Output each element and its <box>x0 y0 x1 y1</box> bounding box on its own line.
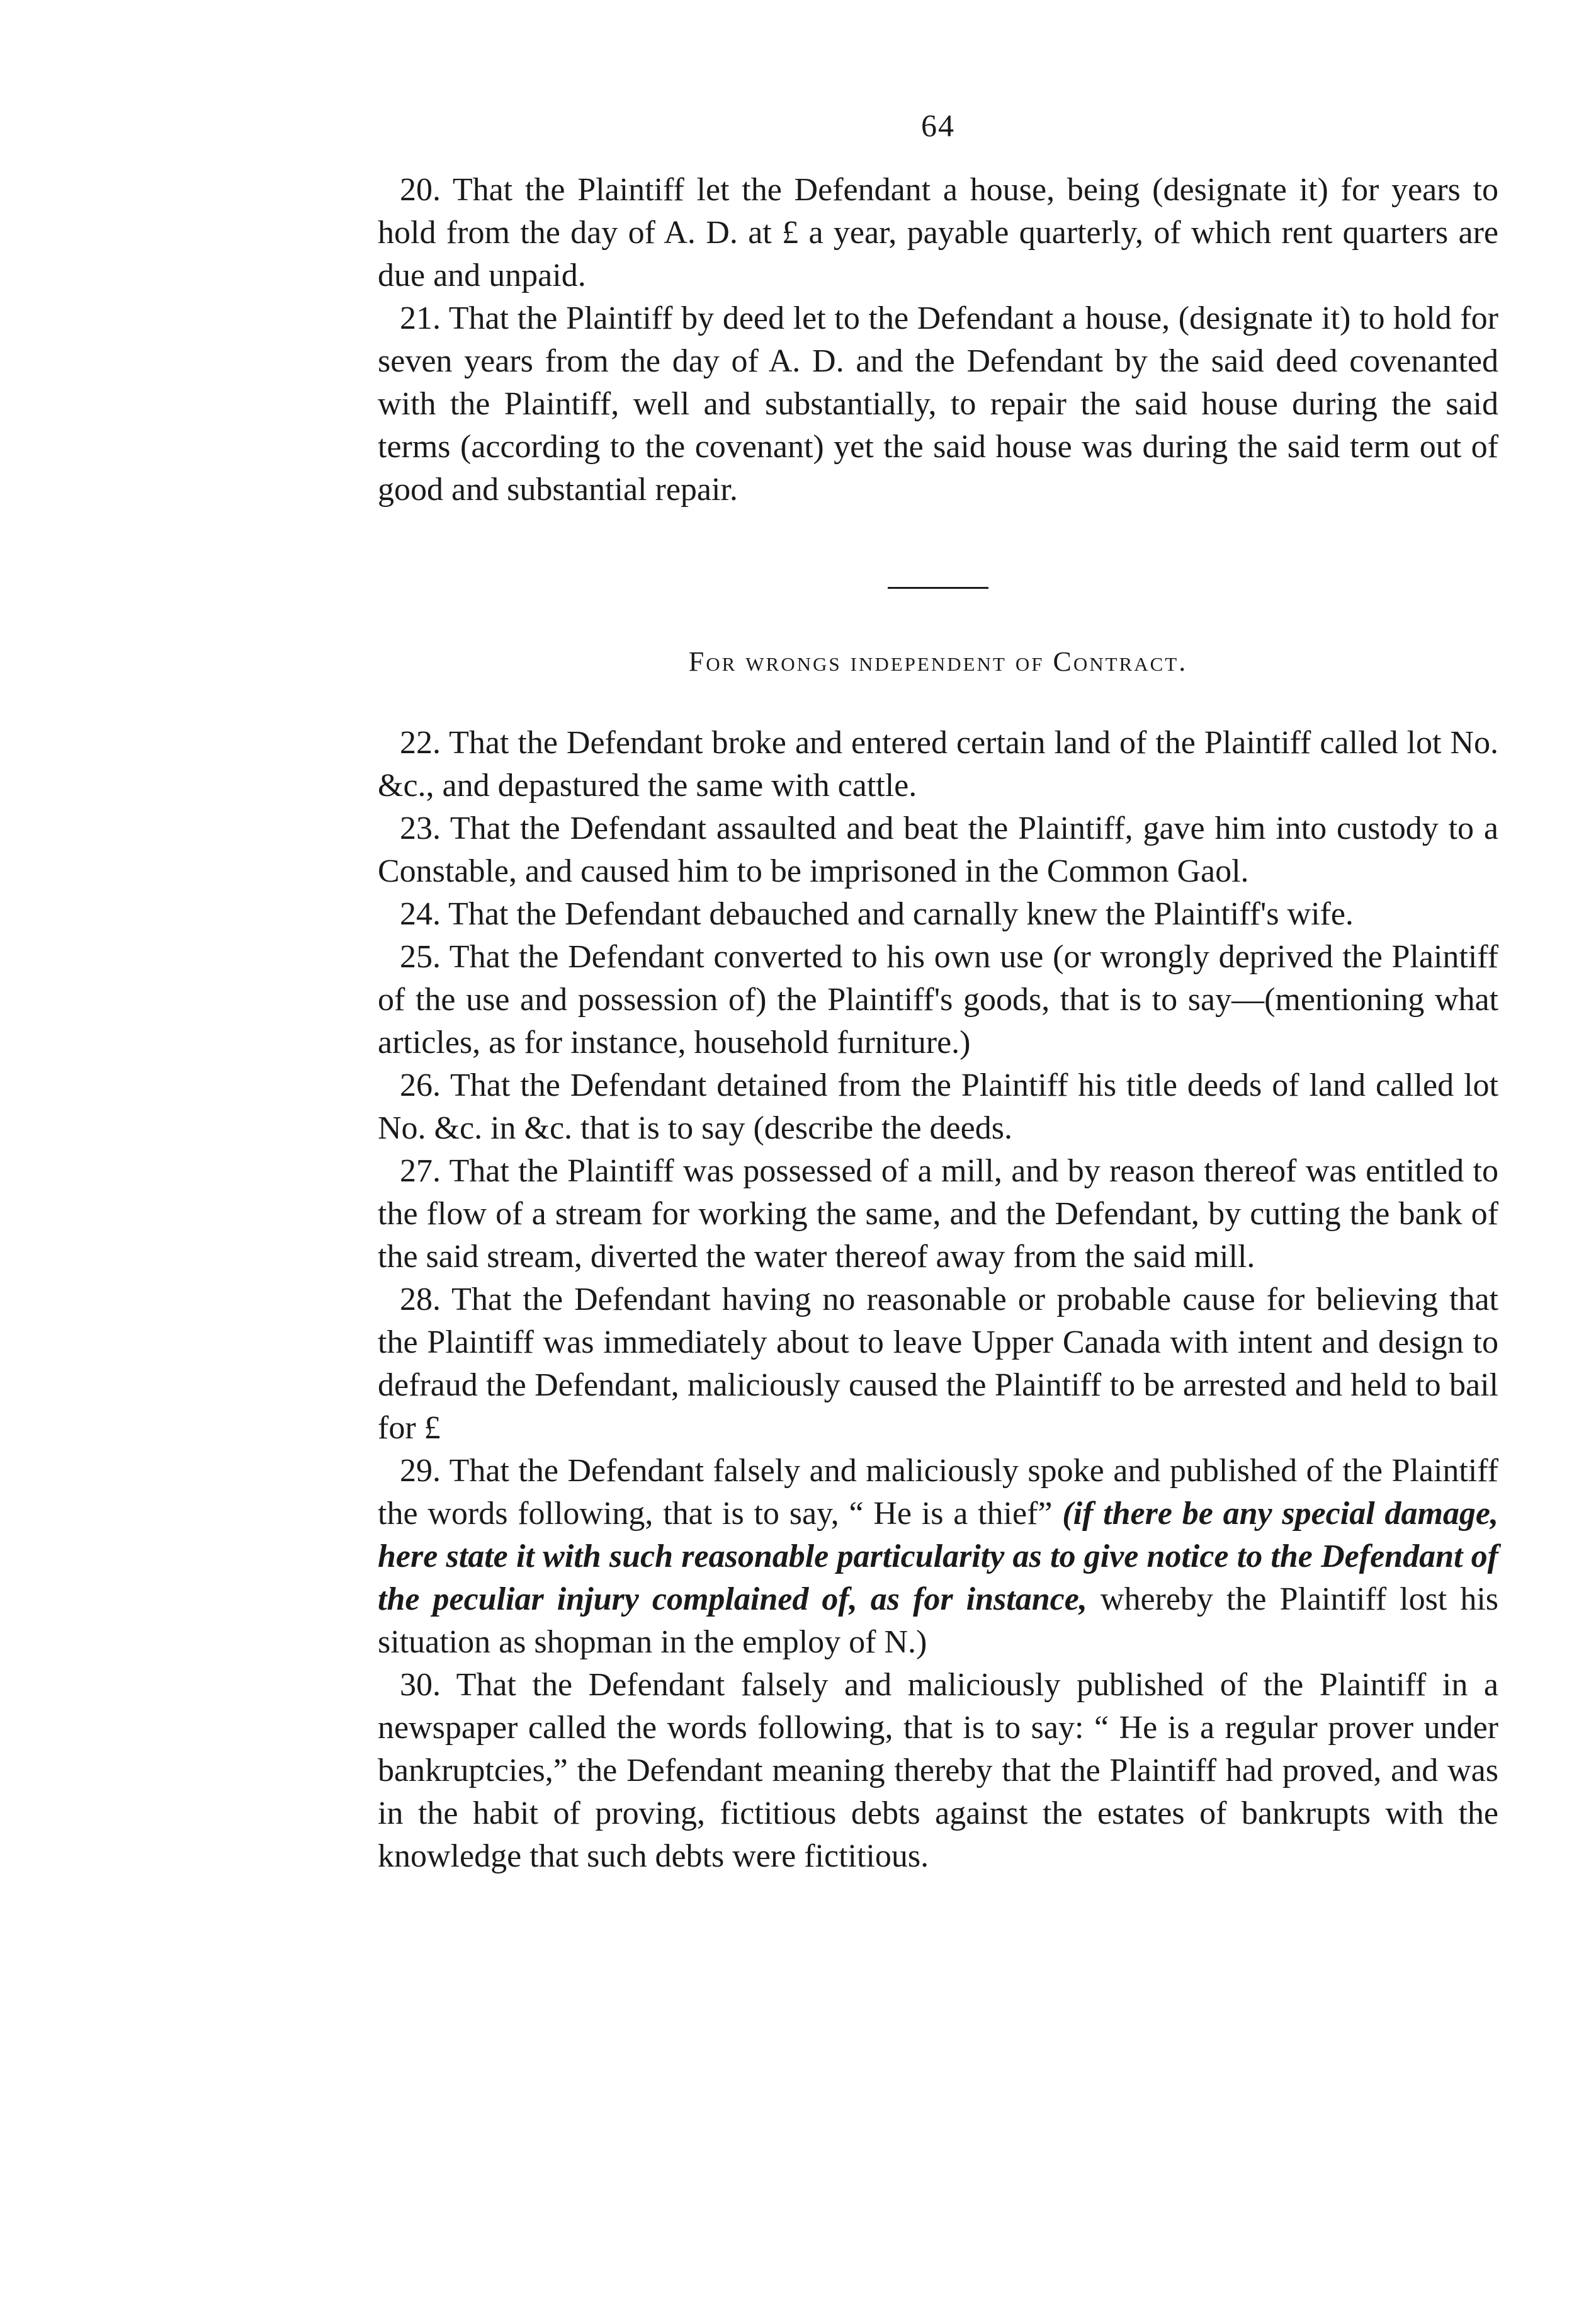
paragraph-25: 25. That the Defendant converted to his own use (or wrongly deprived the Plaintiff of the use and possession of) the Plaintiff's goods, that is to say—(mentioning what articles, as for instance, household furniture.) <box>378 939 1498 1061</box>
section-divider <box>888 587 988 589</box>
section-heading: For wrongs independent of Contract. <box>688 646 1188 677</box>
paragraph-27: 27. That the Plaintiff was possessed of a mill, and by reason thereof was entitled to the flow of a stream for working the same, and the Defendant, by cutting the bank of the said stream, diverted the water thereof away from the said mill. <box>378 1153 1498 1275</box>
paragraph-22: 22. That the Defendant broke and entered certain land of the Plaintiff called lot No. &c., and depastured the same with cattle. <box>378 725 1498 804</box>
paragraph-29 <box>378 1450 1498 1664</box>
paragraph-21: 21. That the Plaintiff by deed let to the Defendant a house, (designate it) to hold for seven years from the day of A. D. and the Defendant by the said deed covenanted with the Plaintiff, well and substantially, to repair the said house during the said terms (according to the covenant) yet the said house was during the said term out of good and substantial repair. <box>378 300 1498 508</box>
paragraph-23: 23. That the Defendant assaulted and beat the Plaintiff, gave him into custody to a Constable, and caused him to be imprisoned in the Common Gaol. <box>378 810 1498 889</box>
paragraph-20: 20. That the Plaintiff let the Defendant a house, being (designate it) for years to hold from the day of A. D. at £ a year, payable quarterly, of which rent quarters are due and unpaid. <box>378 172 1498 293</box>
paragraph-28: 28. That the Defendant having no reasonable or probable cause for believing that the Plaintiff was immediately about to leave Upper Canada with intent and design to defraud the Defendant, maliciously caused the Plaintiff to be arrested and held to bail for £ <box>378 1282 1498 1446</box>
paragraph-24: 24. That the Defendant debauched and carnally knew the Plaintiff's wife. <box>400 896 1354 932</box>
paragraph-29-text: 29. That the Defendant falsely and maliciously spoke and published of the Plaintiff the words following, that is to say, “ He is a thief” <box>378 1453 1498 1532</box>
paragraph-30: 30. That the Defendant falsely and maliciously published of the Plaintiff in a newspaper called the words following, that is to say: “ He is a regular prover under bankruptcies,” the Defendant meaning thereby that the Plaintiff had proved, and was in the habit of proving, fictitious debts against the estates of bankrupts with the knowledge that such debts were fictitious. <box>378 1667 1498 1874</box>
document-page <box>378 107 1498 1878</box>
page-number: 64 <box>921 108 955 143</box>
paragraph-29-end: whereby the Plaintiff lost his situation as shopman in the employ of N.) <box>378 1581 1499 1660</box>
paragraph-26: 26. That the Defendant detained from the Plaintiff his title deeds of land called lot No. &c. in &c. that is to say (describe the deeds. <box>378 1067 1498 1146</box>
paragraph-29-italic: (if there be any special damage, here state it with such reasonable particularity as to give notice to the Defendant of the peculiar injury complained of, as for instance, <box>378 1496 1498 1617</box>
